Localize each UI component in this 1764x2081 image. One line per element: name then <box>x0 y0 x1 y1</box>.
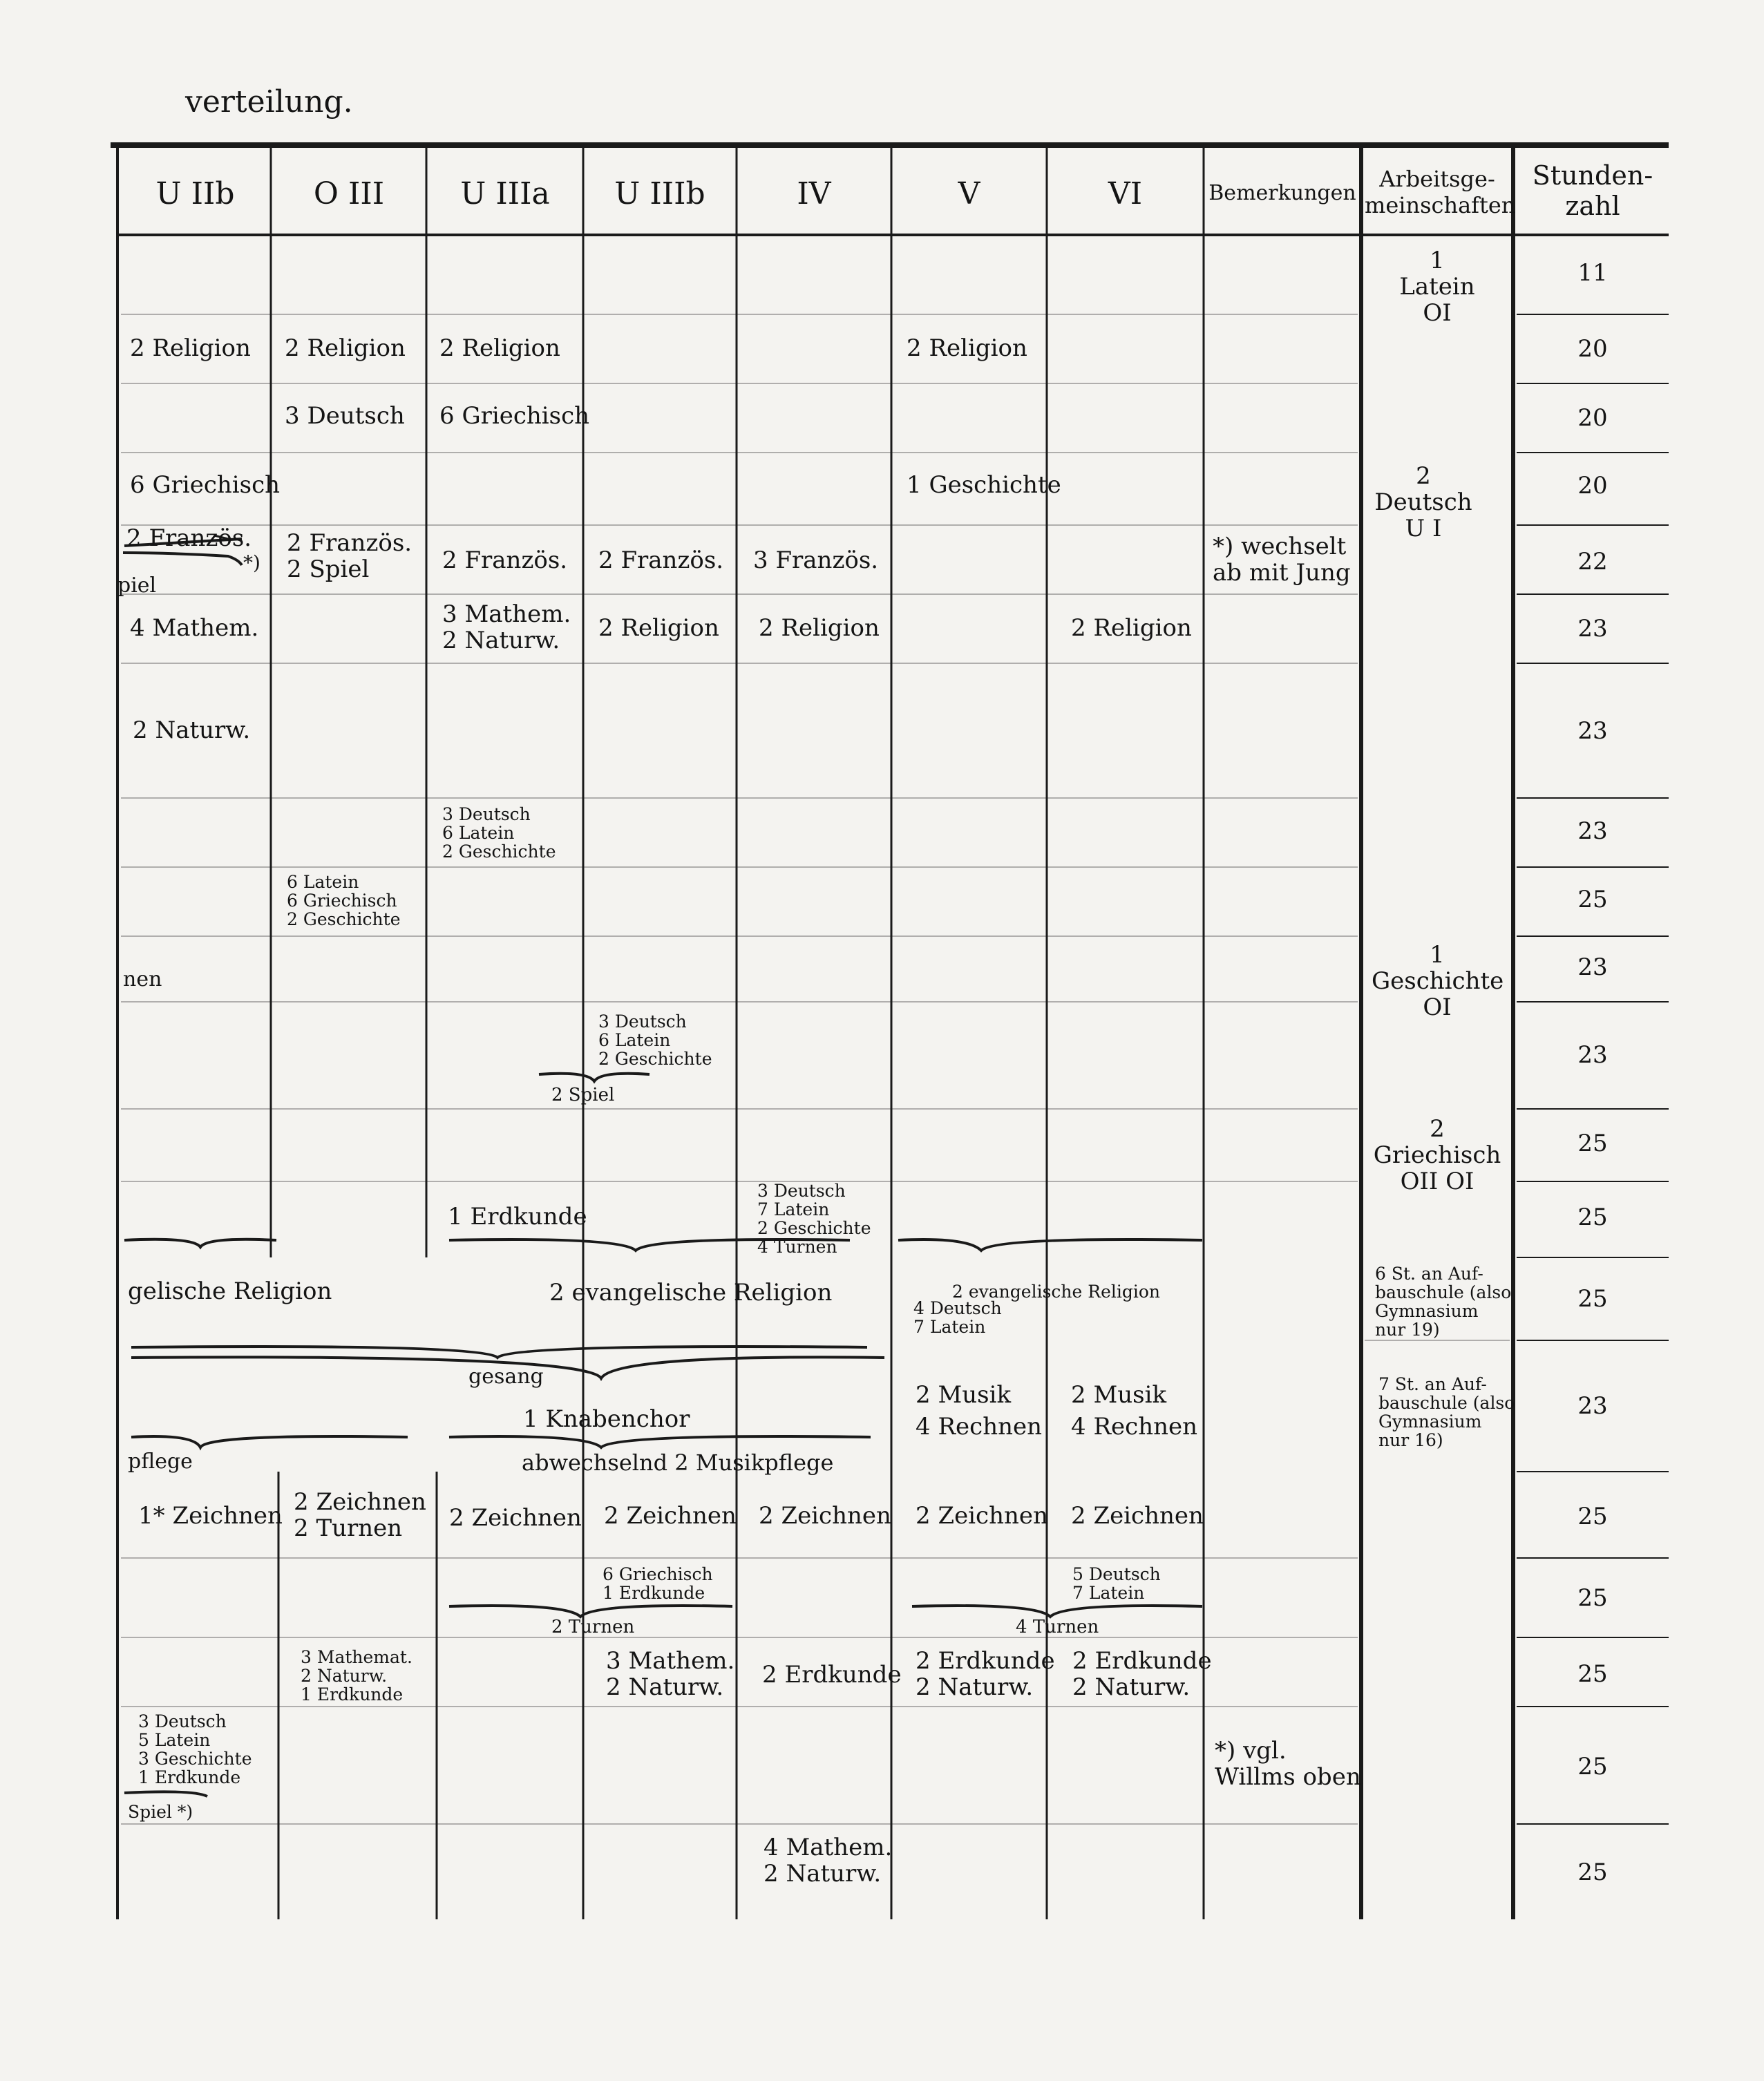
stunden-8: 23 <box>1577 817 1608 845</box>
stunden-3: 20 <box>1577 404 1608 432</box>
header-uiib: U IIb <box>155 176 235 211</box>
bem-aufbauschule-19: 6 St. an Auf- bauschule (also Gymnasium nur 19) <box>1375 1264 1512 1340</box>
stunden-10: 23 <box>1577 953 1608 981</box>
cell-v-religion: 2 Religion <box>907 334 1027 362</box>
cell-oiii-latein-griechisch-geschichte: 6 Latein 6 Griechisch 2 Geschichte <box>287 872 401 929</box>
stunden-5: 22 <box>1577 548 1608 576</box>
cell-iv-deutsch-latein-geschichte-turnen: 3 Deutsch 7 Latein 2 Geschichte 4 Turnen <box>757 1181 871 1257</box>
cell-iv-erdkunde: 2 Erdkunde <box>762 1661 902 1689</box>
ag-latein-oi: 1 Latein OI <box>1399 247 1475 327</box>
cell-oiii-religion: 2 Religion <box>285 334 406 362</box>
stunden-1: 11 <box>1577 259 1608 287</box>
cell-v-musik-rechnen: 2 Musik 4 Rechnen <box>916 1381 1043 1441</box>
stunden-4: 20 <box>1577 472 1608 500</box>
stunden-9: 25 <box>1577 886 1608 913</box>
cell-musikpflege: abwechselnd 2 Musikpflege <box>522 1450 834 1476</box>
cell-mid-ev-religion: 2 evangelische Religion <box>549 1279 833 1306</box>
cell-uiib-mathem: 4 Mathem. <box>130 614 259 642</box>
cell-oiii-deutsch: 3 Deutsch <box>285 402 405 430</box>
cell-vi-deutsch-latein: 5 Deutsch 7 Latein <box>1072 1564 1161 1603</box>
stunden-15: 23 <box>1577 1392 1608 1420</box>
header-arbeitsgemeinschaften: Arbeitsge- meinschaften <box>1365 166 1516 218</box>
cell-turnen-2: 2 Turnen <box>551 1617 635 1637</box>
stunden-12: 25 <box>1577 1130 1608 1157</box>
cell-uiiib-griechisch-erdkunde: 6 Griechisch 1 Erdkunde <box>603 1564 713 1603</box>
cell-uiib-naturw: 2 Naturw. <box>133 716 251 744</box>
cell-vi-musik-rechnen: 2 Musik 4 Rechnen <box>1071 1381 1198 1441</box>
header-oiii: O III <box>313 176 385 211</box>
ag-deutsch-ui: 2 Deutsch U I <box>1374 462 1472 542</box>
header-v: V <box>958 176 980 211</box>
ag-geschichte-oi: 1 Geschichte OI <box>1372 941 1504 1021</box>
cell-uiiib-deutsch-latein-geschichte: 3 Deutsch 6 Latein 2 Geschichte <box>598 1011 712 1069</box>
stunden-7: 23 <box>1577 717 1608 745</box>
stunden-18: 25 <box>1577 1660 1608 1688</box>
cell-iv-mathem-naturw: 4 Mathem. 2 Naturw. <box>764 1834 893 1888</box>
stunden-16: 25 <box>1577 1503 1608 1530</box>
cell-oiii-mathemat-naturw-erdkunde: 3 Mathemat. 2 Naturw. 1 Erdkunde <box>301 1647 412 1704</box>
stunden-19: 25 <box>1577 1753 1608 1780</box>
cell-v-deutsch-latein: 4 Deutsch 7 Latein <box>913 1298 1002 1337</box>
cell-v-ev-religion: 2 evangelische Religion <box>952 1282 1161 1302</box>
cell-uiiia-franzoes: 2 Französ. <box>442 547 568 574</box>
cell-uiib-religion: 2 Religion <box>130 334 251 362</box>
cell-uiiia-erdkunde: 1 Erdkunde <box>448 1203 587 1230</box>
cell-uiiib-franzoes: 2 Französ. <box>598 547 724 574</box>
cell-uiib-zeichnen: 1* Zeichnen <box>138 1502 283 1530</box>
cell-uiib-spiel: piel <box>117 573 157 598</box>
bem-aufbauschule-16: 7 St. an Auf- bauschule (also Gymnasium nur 16) <box>1378 1374 1515 1450</box>
bem-wechselt: *) wechselt ab mit Jung <box>1213 533 1351 587</box>
cell-uiib-nen: nen <box>123 967 162 991</box>
cell-uiiia-zeichnen: 2 Zeichnen <box>449 1504 582 1532</box>
cell-uiiib-zeichnen: 2 Zeichnen <box>604 1502 737 1530</box>
cell-uiiia-religion: 2 Religion <box>439 334 560 362</box>
cell-uiib-footnote-mark: *) <box>243 551 260 574</box>
header-vi: VI <box>1108 176 1143 211</box>
stunden-13: 25 <box>1577 1204 1608 1231</box>
stunden-20: 25 <box>1577 1859 1608 1886</box>
cell-v-geschichte: 1 Geschichte <box>907 471 1061 499</box>
cell-vi-zeichnen: 2 Zeichnen <box>1071 1502 1204 1530</box>
cell-uiib-deutsch-latein-geschichte-erdkunde: 3 Deutsch 5 Latein 3 Geschichte 1 Erdkunde <box>138 1711 252 1787</box>
cell-uiiia-mathem-naturw: 3 Mathem. 2 Naturw. <box>442 600 571 654</box>
cell-vi-erdkunde-naturw: 2 Erdkunde 2 Naturw. <box>1072 1647 1212 1701</box>
stunden-11: 23 <box>1577 1041 1608 1069</box>
header-stundenzahl: Stunden- zahl <box>1532 160 1653 221</box>
cell-uiiib-mathem-naturw: 3 Mathem. 2 Naturw. <box>606 1647 735 1701</box>
cell-iv-religion: 2 Religion <box>759 614 880 642</box>
cell-knabenchor: 1 Knabenchor <box>523 1405 690 1433</box>
cell-uiib-franzoes: 2 Französ. <box>126 524 252 552</box>
cell-iv-franzoes: 3 Französ. <box>753 547 879 574</box>
stunden-2: 20 <box>1577 335 1608 363</box>
cell-uiib-griechisch: 6 Griechisch <box>130 471 281 499</box>
ag-griechisch-oii-oi: 2 Griechisch OII OI <box>1373 1115 1501 1195</box>
cell-oiii-franzoes-spiel: 2 Französ. 2 Spiel <box>287 529 412 583</box>
cell-uiiib-religion: 2 Religion <box>598 614 719 642</box>
cell-vi-religion: 2 Religion <box>1071 614 1192 642</box>
cell-spiel-group: 2 Spiel <box>551 1085 615 1105</box>
cell-uiib-spiel-footnote: Spiel *) <box>128 1802 193 1822</box>
cell-iv-zeichnen: 2 Zeichnen <box>759 1502 891 1530</box>
page-title: verteilung. <box>185 84 353 120</box>
cell-uiiia-deutsch-latein-geschichte: 3 Deutsch 6 Latein 2 Geschichte <box>442 804 556 862</box>
bem-vgl-willms: *) vgl. Willms oben <box>1215 1737 1361 1791</box>
cell-v-erdkunde-naturw: 2 Erdkunde 2 Naturw. <box>916 1647 1055 1701</box>
header-uiiia: U IIIa <box>460 176 550 211</box>
stunden-14: 25 <box>1577 1285 1608 1313</box>
stunden-6: 23 <box>1577 615 1608 643</box>
cell-gesang: gesang <box>468 1365 544 1389</box>
header-bemerkungen: Bemerkungen <box>1208 181 1356 205</box>
cell-uiiia-griechisch: 6 Griechisch <box>439 402 590 430</box>
cell-uiib-pflege: pflege <box>128 1450 193 1474</box>
cell-v-zeichnen: 2 Zeichnen <box>916 1502 1048 1530</box>
cell-uiib-ev-religion: gelische Religion <box>128 1277 332 1305</box>
stunden-17: 25 <box>1577 1584 1608 1612</box>
cell-turnen-4: 4 Turnen <box>1016 1617 1099 1637</box>
header-iv: IV <box>797 176 831 211</box>
cell-oiii-zeichnen-turnen: 2 Zeichnen 2 Turnen <box>294 1488 426 1542</box>
header-uiiib: U IIIb <box>614 176 705 211</box>
